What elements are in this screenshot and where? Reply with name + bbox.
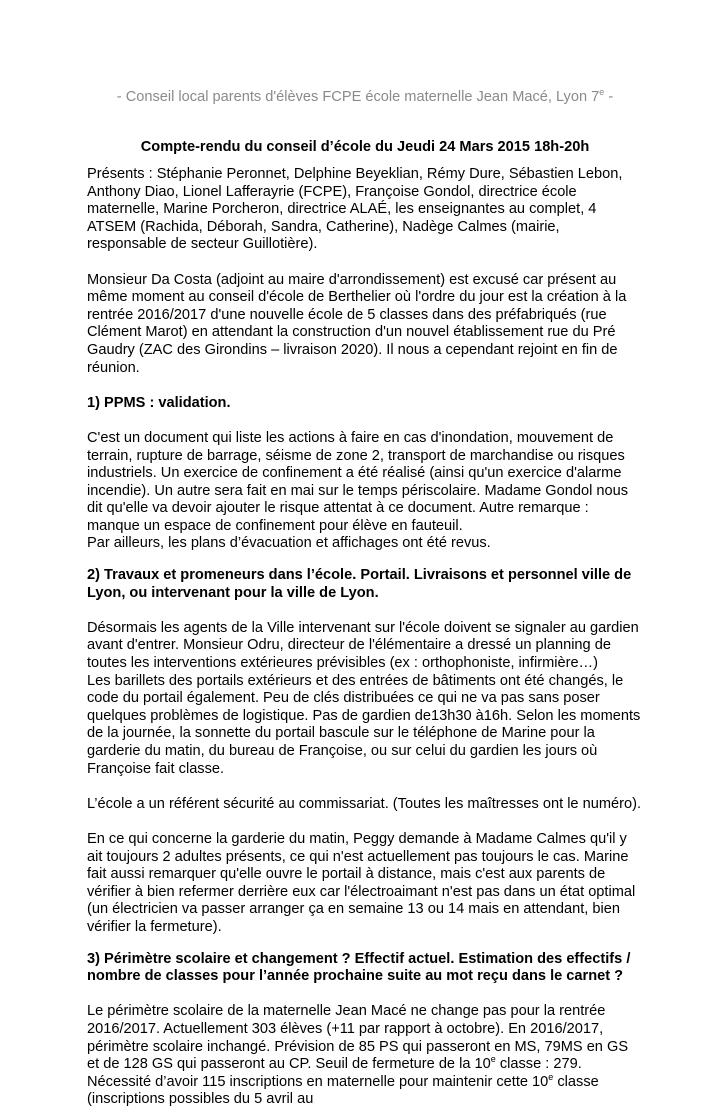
spacer [87, 986, 643, 1004]
section-3-text-a: Le périmètre scolaire de la maternelle Jean Macé ne change pas pour la rentrée 2016/2017. Actuellement 303 élèves (+11 par rapport à octobre). En 2016/2017, périmètre scolaire inchangé. Prévision de 85 PS qui passeront en MS, 79MS en GS et de 128 GS qui passeront au CP. Seuil de fermeture de la 10 [87, 1003, 629, 1073]
section-2-paragraph-3: L’école a un référent sécurité au commissariat. (Toutes les maîtresses ont le numéro). [87, 795, 641, 812]
section-3-text-c: classe (inscriptions possibles du 5 avril au [87, 1073, 599, 1108]
document-body [87, 88, 643, 1109]
ordinal-superscript: e [490, 1054, 496, 1065]
attendees-paragraph: Présents : Stéphanie Peronnet, Delphine Beyeklian, Rémy Dure, Sébastien Lebon, Anthony Diao, Lionel Lafferayrie (FCPE), Françoise Gondol, directrice école maternelle, Marine Porcheron, directrice ALAÉ, les enseignantes au complet, 4 ATSEM (Rachida, Déborah, Sandra, Catherine), Nadège Calmes (mairie, responsable de secteur Guillotière). [87, 166, 623, 253]
section-3-text-b: classe : 279. Nécessité d’avoir 115 inscriptions en maternelle pour maintenir cette 10 [87, 1056, 582, 1090]
section-2-heading: 2) Travaux et promeneurs dans l’école. Portail. Livraisons et personnel ville de Lyon, ou intervenant pour la ville de Lyon. [87, 567, 632, 601]
spacer [87, 813, 643, 831]
section-1-paragraph-2: Par ailleurs, les plans d’évacuation et affichages ont été revus. [87, 535, 491, 552]
spacer [87, 412, 643, 430]
header-text: - Conseil local parents d'élèves FCPE école maternelle Jean Macé, Lyon 7 [116, 89, 600, 105]
intro-paragraph: Monsieur Da Costa (adjoint au maire d'arrondissement) est excusé car présent au même moment au conseil d'école de Berthelier où l'ordre du jour est la création à la rentrée 2016/2017 d'une nouvelle école de 5 classes dans des préfabriqués (rue Clément Marot) en attendant la construction d'un nouvel établissement rue du Pré Gaudry (ZAC des Girondins – livraison 2020). Il nous a cependant rejoint en fin de réunion. [87, 271, 627, 376]
document-header [87, 88, 643, 106]
spacer [87, 377, 643, 395]
ordinal-superscript: e [548, 1071, 554, 1082]
spacer [87, 602, 643, 620]
section-3-paragraph-1 [87, 1003, 643, 1109]
section-2-paragraph-1: Désormais les agents de la Ville intervenant sur l'école doivent se signaler au gardien avant d'entrer. Monsieur Odru, directeur de l'élémentaire a dressé un planning de toutes les interventions extérieures prévisibles (ex : orthophoniste, infirmière…) [87, 619, 639, 672]
document-title: Compte-rendu du conseil d’école du Jeudi 24 Mars 2015 18h-20h [140, 139, 590, 155]
header-superscript: e [599, 87, 605, 98]
section-3-heading: 3) Périmètre scolaire et changement ? Effectif actuel. Estimation des effectifs / nombre de classes pour l’année prochaine suite au mot reçu dans le carnet ? [87, 950, 631, 985]
header-text-end: - [604, 89, 614, 105]
spacer [87, 778, 643, 796]
spacer [87, 553, 643, 567]
spacer [87, 254, 643, 272]
section-1-heading: 1) PPMS : validation. [87, 394, 231, 411]
section-1-paragraph-1: C'est un document qui liste les actions à faire en cas d'inondation, mouvement de terrain, rupture de barrage, séisme de zone 2, transport de marchandise ou risques industriels. Un exercice de confinement a été réalisé (ainsi qu'un exercice d'alarme incendie). Un autre sera fait en mai sur le temps périscolaire. Madame Gondol nous dit qu'elle va devoir ajouter le risque attentat à ce document. Autre remarque : manque un espace de confinement pour élève en fauteuil. [87, 429, 629, 534]
section-2-paragraph-4: En ce qui concerne la garderie du matin, Peggy demande à Madame Calmes qu'il y ait toujours 2 adultes présents, ce qui n'est actuellement pas toujours le cas. Marine fait aussi remarquer qu'elle ouvre le portail à distance, mais c'est aux parents de vérifier à bien refermer derrière eux car l'électroaimant n'est pas dans un état optimal (un électricien va passer arranger ça en semaine 13 ou 14 mais en attendant, bien vérifier la fermeture). [87, 830, 636, 935]
spacer [87, 937, 643, 951]
section-2-paragraph-2: Les barillets des portails extérieurs et des entrées de bâtiments ont été changés, le code du portail également. Peu de clés distribuées ce qui ne va pas sans poser quelques problèmes de logistique. Pas de gardien de13h30 à16h. Selon les moments de la journée, la sonnette du portail bascule sur le téléphone de Marine pour la garderie du matin, du bureau de Françoise, ou sur celui du gardien les jours où Françoise fait classe. [87, 672, 641, 777]
